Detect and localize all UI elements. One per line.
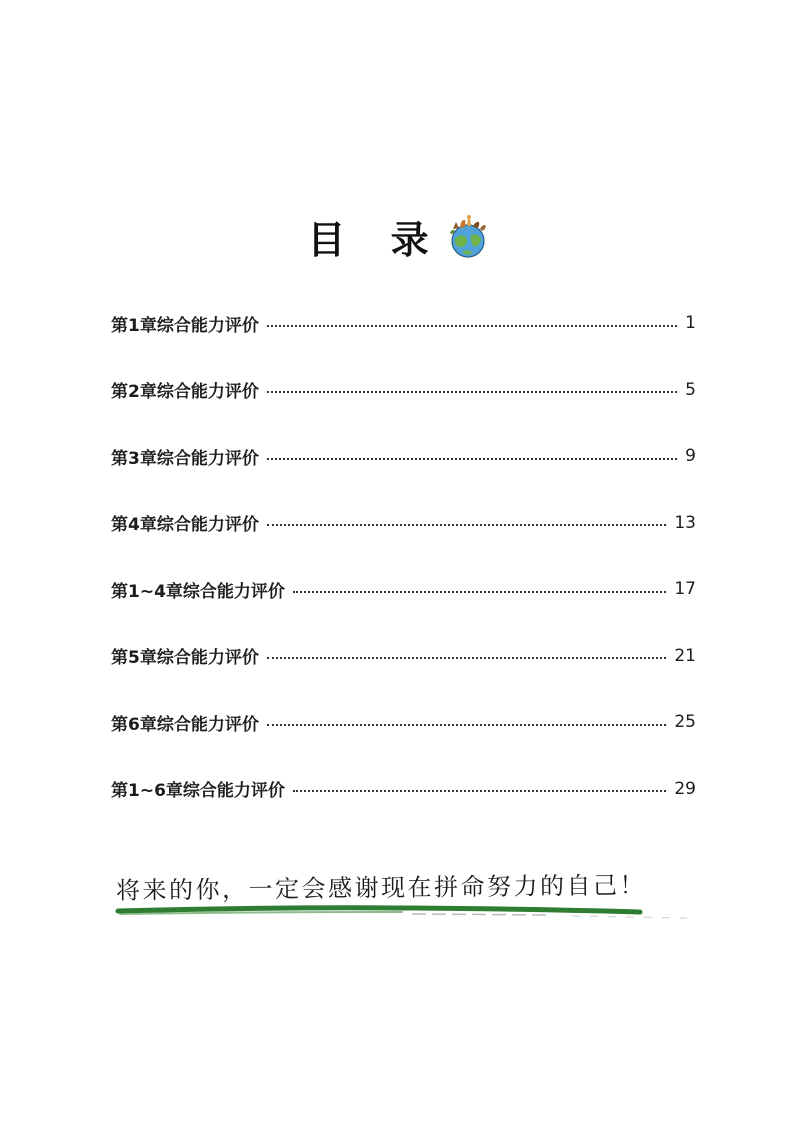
toc-leader-dots [293, 590, 666, 593]
toc-entry-8[interactable] [111, 756, 696, 823]
toc-entry-page: 25 [674, 712, 696, 733]
toc-entry-title: 第1章综合能力评价 [111, 315, 259, 336]
toc-entry-6[interactable] [111, 623, 696, 690]
toc-entry-title: 第1~4章综合能力评价 [111, 581, 285, 602]
motto-text: 将来的你，一定会感谢现在拼命努力的自己！ [115, 871, 647, 905]
toc-leader-dots [267, 457, 677, 460]
toc-entry-title: 第4章综合能力评价 [111, 515, 259, 536]
toc-leader-dots [267, 390, 677, 393]
toc-leader-dots [293, 789, 666, 792]
toc-entry-3[interactable] [111, 423, 696, 490]
toc-entry-7[interactable] [111, 689, 696, 756]
toc-entry-title: 第5章综合能力评价 [111, 648, 259, 669]
toc-entry-title: 第1~6章综合能力评价 [111, 781, 285, 802]
brush-underline [112, 902, 702, 926]
toc-entry-page: 1 [685, 313, 696, 334]
table-of-contents [111, 290, 696, 822]
toc-leader-dots [267, 324, 677, 327]
toc-entry-page: 5 [685, 379, 696, 400]
toc-leader-dots [267, 523, 667, 526]
toc-leader-dots [267, 723, 667, 726]
toc-entry-page: 17 [674, 579, 696, 600]
toc-entry-2[interactable] [111, 357, 696, 424]
toc-entry-page: 13 [674, 512, 696, 533]
toc-entry-4[interactable] [111, 490, 696, 557]
toc-entry-page: 29 [674, 778, 696, 799]
heading [0, 210, 800, 270]
toc-entry-title: 第2章综合能力评价 [111, 382, 259, 403]
toc-entry-page: 9 [685, 446, 696, 467]
toc-entry-1[interactable] [111, 290, 696, 357]
toc-entry-title: 第6章综合能力评价 [111, 714, 259, 735]
page-title: 目 录 [307, 218, 445, 262]
toc-entry-page: 21 [674, 645, 696, 666]
toc-entry-title: 第3章综合能力评价 [111, 448, 259, 469]
motto-banner [112, 862, 702, 932]
toc-entry-5[interactable] [111, 556, 696, 623]
toc-leader-dots [267, 656, 667, 659]
globe-animals-icon [443, 213, 493, 259]
